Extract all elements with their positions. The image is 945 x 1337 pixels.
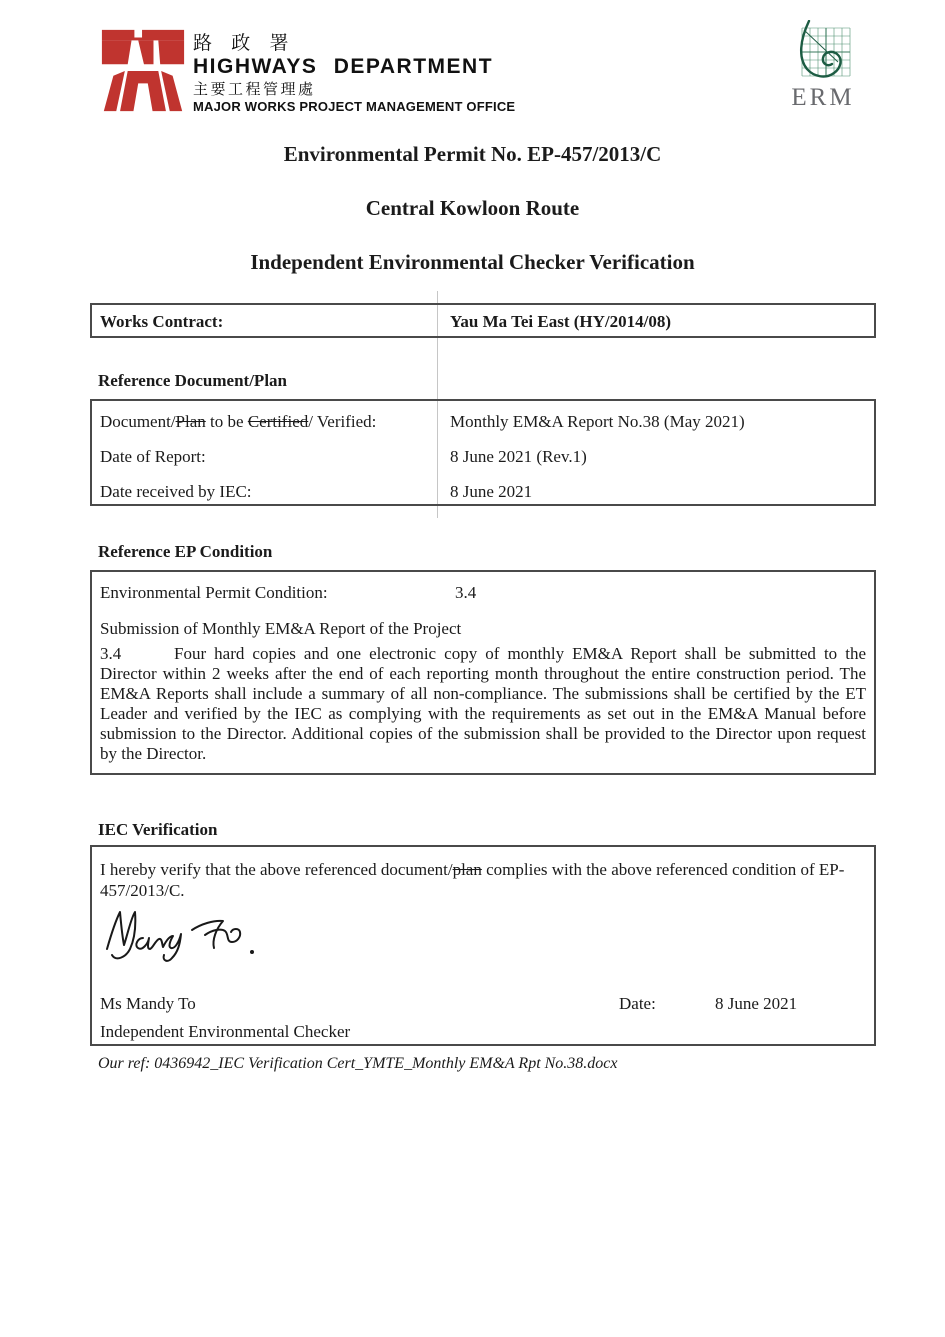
date-label: Date: [619, 994, 656, 1013]
document-to-be-verified-label [100, 411, 376, 432]
statement-part: complies with the above referenced condition of EP-457/2013/C. [100, 860, 845, 900]
works-contract-label: Works Contract: [100, 312, 224, 331]
label-part: to be [205, 412, 248, 431]
clause-text: Four hard copies and one electronic copy of monthly EM&A Report shall be submitted to the Director within 2 weeks after the end of each reporting month throughout the entire construction period. The EM&A Reports shall include a summary of all non-compliance. The submissions shall be certified by the ET Leader and verified by the IEC as complying with the requirements as set out in the EM&A Manual before submission to the Director. Additional copies of the submission shall be provided to the Director upon request by the Director. [100, 644, 866, 763]
strikethrough-certified: Certified [247, 412, 309, 431]
strikethrough-plan: Plan [175, 412, 206, 431]
iec-verification-box [90, 845, 876, 1046]
permit-number-title: Environmental Permit No. EP-457/2013/C [283, 142, 662, 166]
dept-name-chinese: 路 政 署 [193, 33, 296, 54]
date-received-label: Date received by IEC: [100, 482, 252, 501]
project-title: Central Kowloon Route [365, 196, 580, 220]
erm-logo [789, 20, 857, 111]
signer-title: Independent Environmental Checker [100, 1022, 351, 1041]
erm-wordmark: ERM [791, 84, 855, 111]
header-department-block [193, 33, 515, 115]
ep-condition-number: 3.4 [455, 583, 477, 602]
reference-document-heading: Reference Document/Plan [98, 371, 287, 390]
signer-name: Ms Mandy To [100, 994, 196, 1013]
label-part: Document/ [100, 412, 176, 431]
dept-name-english: HIGHWAYS DEPARTMENT [193, 55, 494, 78]
office-name-chinese: 主要工程管理處 [193, 81, 316, 98]
works-contract-value: Yau Ma Tei East (HY/2014/08) [450, 312, 672, 331]
reference-ep-condition-table [90, 570, 876, 775]
label-part: / Verified: [308, 412, 377, 431]
document-to-be-verified-value: Monthly EM&A Report No.38 (May 2021) [450, 412, 745, 431]
erm-spiral-icon [790, 20, 856, 82]
document-type-title: Independent Environmental Checker Verification [250, 250, 695, 274]
iec-verification-heading: IEC Verification [98, 820, 218, 839]
signature-date-value: 8 June 2021 [715, 994, 798, 1013]
signature-handwriting [102, 905, 264, 965]
office-name-english: MAJOR WORKS PROJECT MANAGEMENT OFFICE [193, 99, 516, 114]
date-of-report-label: Date of Report: [100, 447, 206, 466]
ep-condition-title: Submission of Monthly EM&A Report of the Project [100, 619, 462, 638]
verification-statement [100, 859, 870, 901]
our-ref-line: Our ref: 0436942_IEC Verification Cert_YMTE_Monthly EM&A Rpt No.38.docx [98, 1055, 618, 1072]
ep-condition-clause [100, 644, 866, 764]
works-contract-table [90, 303, 876, 338]
date-received-value: 8 June 2021 [450, 482, 533, 501]
ep-condition-label: Environmental Permit Condition: [100, 583, 328, 602]
date-of-report-value: 8 June 2021 (Rev.1) [450, 447, 587, 466]
statement-part: I hereby verify that the above referenced document/ [100, 860, 453, 879]
reference-ep-condition-heading: Reference EP Condition [98, 542, 273, 561]
reference-document-table [90, 399, 876, 506]
highways-department-logo-icon [100, 28, 186, 113]
strikethrough-plan: plan [452, 860, 482, 879]
clause-number: 3.4 [100, 644, 122, 663]
